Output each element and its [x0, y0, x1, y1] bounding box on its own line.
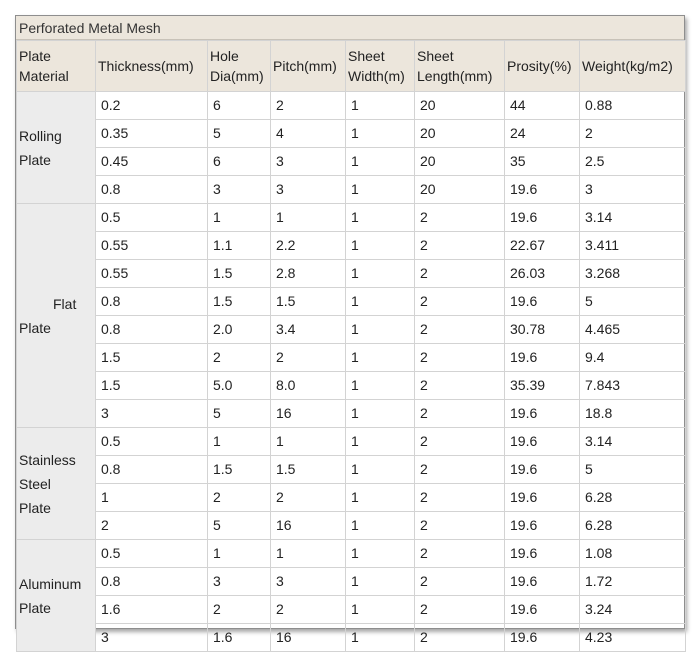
hole-dia-cell: 2 [208, 484, 271, 512]
porosity-cell: 19.6 [505, 344, 580, 372]
spec-table-frame [15, 15, 685, 645]
pitch-cell: 4 [271, 120, 346, 148]
porosity-cell: 19.6 [505, 456, 580, 484]
hole-dia-cell: 5 [208, 512, 271, 540]
material-label: Plate [19, 499, 51, 516]
material-cell [17, 428, 96, 540]
sheet-width-cell: 1 [346, 176, 415, 204]
material-label: Plate [19, 319, 51, 336]
header-porosity: Prosity(%) [505, 41, 580, 92]
sheet-length-cell: 2 [415, 372, 505, 400]
sheet-width-cell: 1 [346, 596, 415, 624]
sheet-length-cell: 2 [415, 568, 505, 596]
table-row [17, 484, 686, 512]
sheet-width-cell: 1 [346, 456, 415, 484]
thickness-cell: 0.5 [96, 204, 208, 232]
table-row [17, 120, 686, 148]
pitch-cell: 8.0 [271, 372, 346, 400]
sheet-width-cell: 1 [346, 120, 415, 148]
weight-cell: 2.5 [580, 148, 686, 176]
sheet-length-cell: 2 [415, 260, 505, 288]
sheet-length-cell: 2 [415, 540, 505, 568]
porosity-cell: 26.03 [505, 260, 580, 288]
weight-cell: 3.14 [580, 428, 686, 456]
thickness-cell: 0.8 [96, 288, 208, 316]
thickness-cell: 0.55 [96, 232, 208, 260]
pitch-cell: 3.4 [271, 316, 346, 344]
hole-dia-cell: 1 [208, 540, 271, 568]
porosity-cell: 19.6 [505, 288, 580, 316]
table-row [17, 316, 686, 344]
pitch-cell: 1.5 [271, 288, 346, 316]
sheet-width-cell: 1 [346, 484, 415, 512]
thickness-cell: 1 [96, 484, 208, 512]
pitch-cell: 1 [271, 428, 346, 456]
pitch-cell: 16 [271, 400, 346, 428]
pitch-cell: 1 [271, 540, 346, 568]
sheet-width-cell: 1 [346, 512, 415, 540]
sheet-width-cell: 1 [346, 540, 415, 568]
header-hole-dia: Hole Dia(mm) [208, 41, 271, 92]
sheet-length-cell: 2 [415, 428, 505, 456]
sheet-length-cell: 2 [415, 400, 505, 428]
thickness-cell: 0.8 [96, 456, 208, 484]
porosity-cell: 19.6 [505, 512, 580, 540]
thickness-cell: 1.5 [96, 372, 208, 400]
hole-dia-cell: 5 [208, 400, 271, 428]
sheet-width-cell: 1 [346, 260, 415, 288]
material-cell [17, 540, 96, 652]
sheet-width-cell: 1 [346, 92, 415, 120]
hole-dia-cell: 1.5 [208, 260, 271, 288]
hole-dia-cell: 5.0 [208, 372, 271, 400]
weight-cell: 4.465 [580, 316, 686, 344]
weight-cell: 6.28 [580, 484, 686, 512]
thickness-cell: 0.8 [96, 316, 208, 344]
hole-dia-cell: 3 [208, 568, 271, 596]
weight-cell: 3 [580, 176, 686, 204]
sheet-width-cell: 1 [346, 148, 415, 176]
sheet-length-cell: 2 [415, 344, 505, 372]
pitch-cell: 2.8 [271, 260, 346, 288]
header-row [17, 41, 686, 92]
table-row [17, 624, 686, 652]
weight-cell: 2 [580, 120, 686, 148]
table-body [17, 92, 686, 652]
hole-dia-cell: 1.5 [208, 456, 271, 484]
porosity-cell: 19.6 [505, 176, 580, 204]
sheet-length-cell: 20 [415, 176, 505, 204]
porosity-cell: 35.39 [505, 372, 580, 400]
thickness-cell: 0.55 [96, 260, 208, 288]
table-row [17, 428, 686, 456]
hole-dia-cell: 1.5 [208, 288, 271, 316]
thickness-cell: 1.6 [96, 596, 208, 624]
hole-dia-cell: 6 [208, 92, 271, 120]
table-row [17, 176, 686, 204]
table-row [17, 456, 686, 484]
table-row [17, 232, 686, 260]
sheet-length-cell: 2 [415, 484, 505, 512]
table-row [17, 596, 686, 624]
table-row [17, 400, 686, 428]
porosity-cell: 19.6 [505, 568, 580, 596]
table-row [17, 568, 686, 596]
pitch-cell: 3 [271, 568, 346, 596]
sheet-width-cell: 1 [346, 288, 415, 316]
weight-cell: 5 [580, 288, 686, 316]
material-label: Flat [53, 295, 77, 312]
pitch-cell: 1 [271, 204, 346, 232]
thickness-cell: 0.35 [96, 120, 208, 148]
sheet-length-cell: 2 [415, 232, 505, 260]
porosity-cell: 30.78 [505, 316, 580, 344]
thickness-cell: 0.8 [96, 176, 208, 204]
thickness-cell: 0.2 [96, 92, 208, 120]
table-title: Perforated Metal Mesh [16, 16, 684, 40]
pitch-cell: 2 [271, 92, 346, 120]
thickness-cell: 1.5 [96, 344, 208, 372]
porosity-cell: 19.6 [505, 400, 580, 428]
sheet-width-cell: 1 [346, 624, 415, 652]
header-sheet-length: Sheet Length(mm) [415, 41, 505, 92]
table-row [17, 204, 686, 232]
weight-cell: 3.14 [580, 204, 686, 232]
header-pitch: Pitch(mm) [271, 41, 346, 92]
table-row [17, 512, 686, 540]
porosity-cell: 44 [505, 92, 580, 120]
sheet-width-cell: 1 [346, 372, 415, 400]
hole-dia-cell: 5 [208, 120, 271, 148]
table-row [17, 148, 686, 176]
weight-cell: 18.8 [580, 400, 686, 428]
hole-dia-cell: 2 [208, 596, 271, 624]
material-label: Aluminum [19, 575, 82, 592]
thickness-cell: 0.5 [96, 540, 208, 568]
sheet-length-cell: 2 [415, 316, 505, 344]
weight-cell: 3.268 [580, 260, 686, 288]
material-label: Stainless [19, 451, 76, 468]
hole-dia-cell: 2.0 [208, 316, 271, 344]
porosity-cell: 35 [505, 148, 580, 176]
sheet-length-cell: 2 [415, 512, 505, 540]
table-row [17, 92, 686, 120]
pitch-cell: 16 [271, 512, 346, 540]
weight-cell: 6.28 [580, 512, 686, 540]
thickness-cell: 0.45 [96, 148, 208, 176]
material-cell [17, 92, 96, 204]
hole-dia-cell: 6 [208, 148, 271, 176]
sheet-width-cell: 1 [346, 344, 415, 372]
porosity-cell: 19.6 [505, 428, 580, 456]
table-row [17, 260, 686, 288]
pitch-cell: 1.5 [271, 456, 346, 484]
pitch-cell: 3 [271, 176, 346, 204]
hole-dia-cell: 1.6 [208, 624, 271, 652]
thickness-cell: 0.8 [96, 568, 208, 596]
header-weight: Weight(kg/m2) [580, 41, 686, 92]
pitch-cell: 2 [271, 484, 346, 512]
sheet-length-cell: 20 [415, 92, 505, 120]
porosity-cell: 19.6 [505, 204, 580, 232]
weight-cell: 1.72 [580, 568, 686, 596]
sheet-length-cell: 2 [415, 596, 505, 624]
hole-dia-cell: 1.1 [208, 232, 271, 260]
porosity-cell: 19.6 [505, 484, 580, 512]
weight-cell: 5 [580, 456, 686, 484]
sheet-length-cell: 2 [415, 288, 505, 316]
weight-cell: 3.24 [580, 596, 686, 624]
porosity-cell: 24 [505, 120, 580, 148]
weight-cell: 4.23 [580, 624, 686, 652]
pitch-cell: 2 [271, 344, 346, 372]
sheet-width-cell: 1 [346, 316, 415, 344]
table-row [17, 372, 686, 400]
sheet-width-cell: 1 [346, 400, 415, 428]
table-row [17, 344, 686, 372]
hole-dia-cell: 2 [208, 344, 271, 372]
thickness-cell: 3 [96, 400, 208, 428]
sheet-width-cell: 1 [346, 568, 415, 596]
table-row [17, 288, 686, 316]
weight-cell: 0.88 [580, 92, 686, 120]
thickness-cell: 0.5 [96, 428, 208, 456]
thickness-cell: 2 [96, 512, 208, 540]
weight-cell: 7.843 [580, 372, 686, 400]
header-material: Plate Material [17, 41, 96, 92]
weight-cell: 1.08 [580, 540, 686, 568]
header-thickness: Thickness(mm) [96, 41, 208, 92]
pitch-cell: 2 [271, 596, 346, 624]
porosity-cell: 22.67 [505, 232, 580, 260]
pitch-cell: 2.2 [271, 232, 346, 260]
porosity-cell: 19.6 [505, 596, 580, 624]
sheet-length-cell: 20 [415, 148, 505, 176]
table-row [17, 540, 686, 568]
hole-dia-cell: 1 [208, 204, 271, 232]
porosity-cell: 19.6 [505, 540, 580, 568]
sheet-width-cell: 1 [346, 428, 415, 456]
hole-dia-cell: 3 [208, 176, 271, 204]
weight-cell: 3.411 [580, 232, 686, 260]
header-sheet-width: Sheet Width(m) [346, 41, 415, 92]
sheet-length-cell: 2 [415, 456, 505, 484]
spec-table [16, 40, 686, 652]
material-label: Plate [19, 151, 51, 168]
sheet-width-cell: 1 [346, 204, 415, 232]
material-label: Plate [19, 599, 51, 616]
porosity-cell: 19.6 [505, 624, 580, 652]
weight-cell: 9.4 [580, 344, 686, 372]
sheet-width-cell: 1 [346, 232, 415, 260]
pitch-cell: 16 [271, 624, 346, 652]
material-label: Rolling [19, 127, 62, 144]
sheet-length-cell: 2 [415, 204, 505, 232]
material-label: Steel [19, 475, 51, 492]
pitch-cell: 3 [271, 148, 346, 176]
sheet-length-cell: 20 [415, 120, 505, 148]
sheet-length-cell: 2 [415, 624, 505, 652]
thickness-cell: 3 [96, 624, 208, 652]
material-cell [17, 204, 96, 428]
hole-dia-cell: 1 [208, 428, 271, 456]
